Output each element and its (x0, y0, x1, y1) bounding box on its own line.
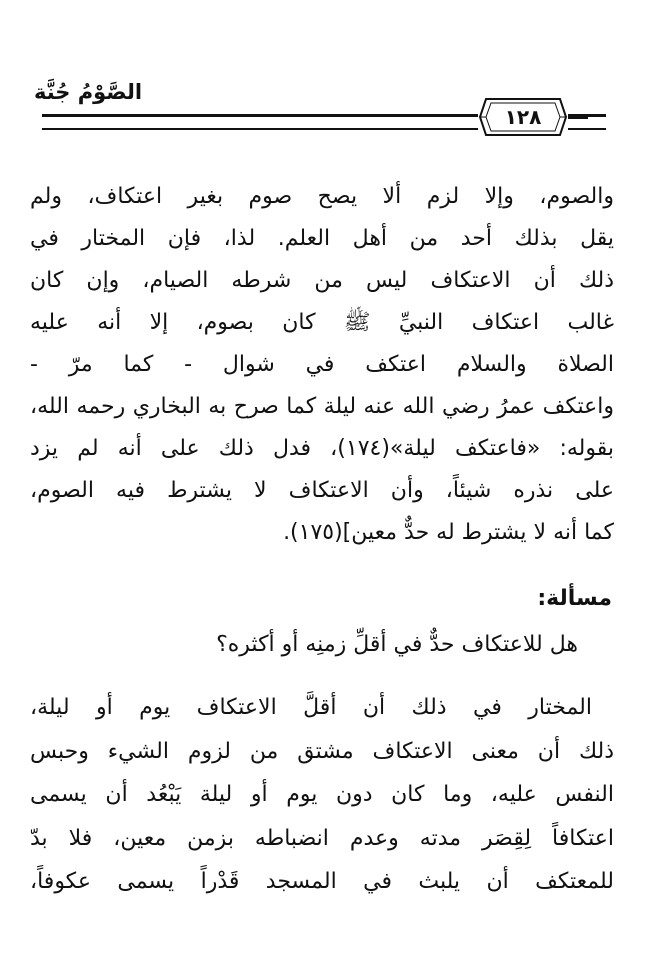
text-line: بقوله: «فاعتكف ليلة»(١٧٤)، فدل ذلك على أنه لم يزد (30, 436, 614, 461)
header-dash-right (568, 117, 588, 119)
paragraph-2 (30, 686, 614, 904)
text-line: ذلك أن معنى الاعتكاف مشتق من لزوم الشيء وحبس (30, 738, 614, 764)
page-number-frame (478, 97, 568, 137)
text-line: يقل بذلك أحد من أهل العلم. لذا، فإن المختار في (30, 226, 614, 251)
question-line: هل للاعتكاف حدٌّ في أقلِّ زمنِه أو أكثره؟ (216, 632, 578, 657)
text-line: غالب اعتكاف النبيِّ ﷺ كان بصوم، إلا أنه عليه (30, 310, 614, 335)
text-line: الصلاة والسلام اعتكف في شوال - كما مرّ - (30, 352, 614, 377)
text-line: للمعتكف أن يلبث في المسجد قَدْراً يسمى عكوفاً، (30, 869, 614, 894)
text-line: اعتكافاً لِقِصَر مدته وعدم انضباطه بزمن معين، فلا بدّ (30, 825, 614, 851)
text-line: والصوم، وإلا لزم ألا يصح صوم بغير اعتكاف، ولم (30, 184, 614, 209)
text-line: كما أنه لا يشترط له حدٌّ معين](١٧٥). (283, 520, 614, 545)
text-line: واعتكف عمرُ رضي الله عنه ليلة كما صرح به البخاري رحمه الله، (30, 394, 614, 419)
page-number: ١٢٨ (504, 105, 542, 129)
section-heading: مسألة: (537, 586, 612, 611)
text-line: ذلك أن الاعتكاف ليس من شرطه الصيام، وإن كان (30, 268, 614, 293)
paragraph-1 (30, 176, 614, 554)
text-line: على نذره شيئاً، وأن الاعتكاف لا يشترط فيه الصوم، (30, 478, 614, 503)
text-line: النفس عليه، وما كان دون يوم أو ليلة يَبْعُد أن يسمى (30, 782, 614, 807)
running-title: الصَّوْمُ جُنَّة (34, 80, 143, 104)
text-line: المختار في ذلك أن أقلَّ الاعتكاف يوم أو ليلة، (30, 695, 592, 720)
